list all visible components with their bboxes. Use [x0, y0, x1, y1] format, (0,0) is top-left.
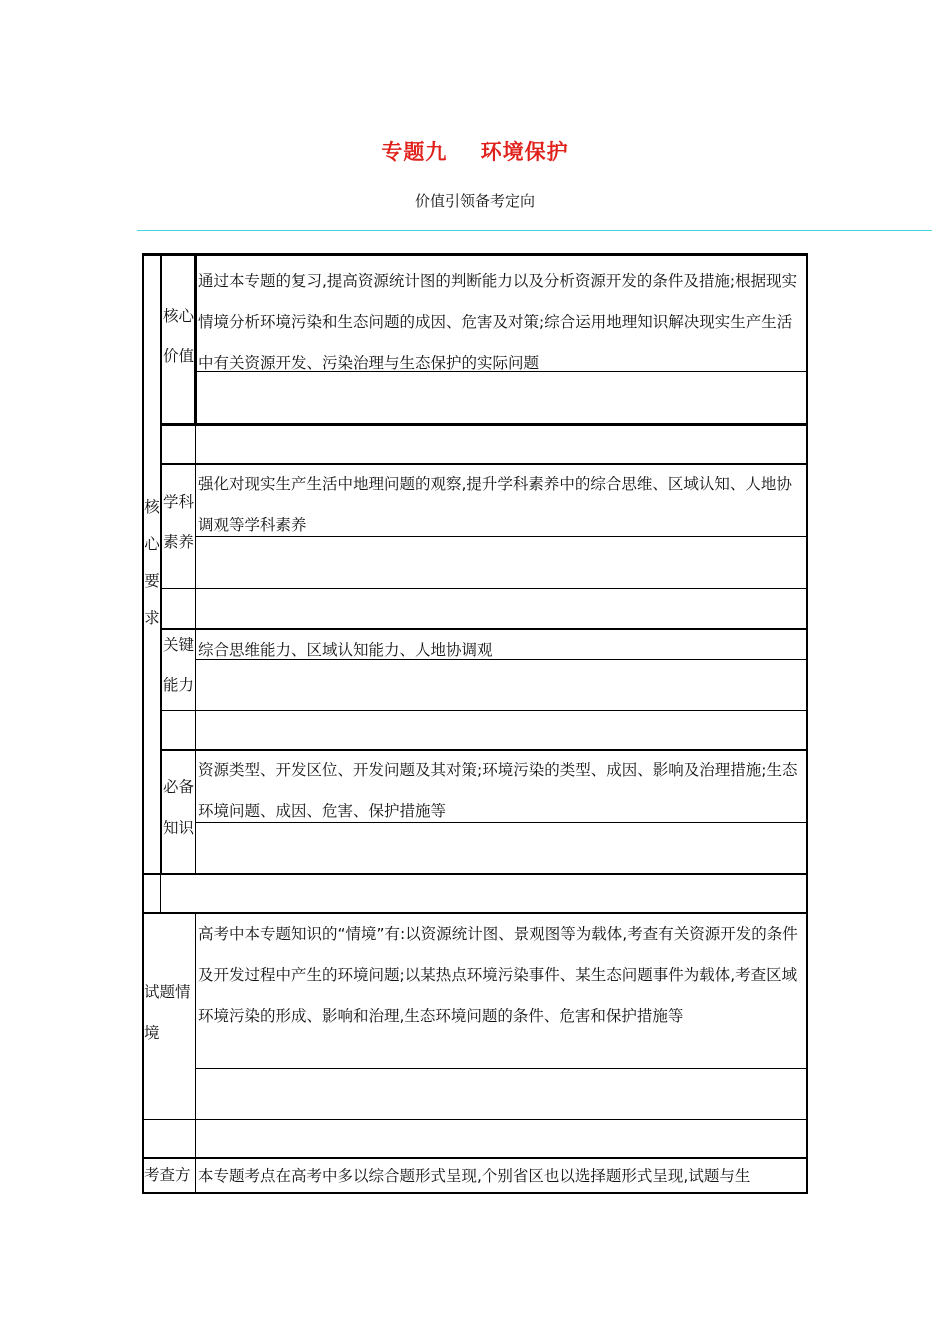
row-label-key-ability-line2: 能力 — [163, 676, 195, 694]
row-text-exam-context: 高考中本专题知识的“情境”有:以资源统计图、景观图等为载体,考查有关资源开发的条件及开发过程中产生的环境问题;以某热点环境污染事件、某生态问题事件为载体,考查区域环境污染的形成、影响和治理,生态环境问题的条件、危害和保护措施等 — [198, 925, 798, 1025]
header-divider — [137, 230, 932, 231]
row-text-essential-knowledge: 资源类型、开发区位、开发问题及其对策;环境污染的类型、成因、影响及治理措施;生态环境问题、成因、危害、保护措施等 — [198, 761, 798, 820]
row-label-exam-context-line2: 境 — [144, 1024, 160, 1042]
row-label-essential-knowledge-line1: 必备 — [163, 778, 195, 796]
document-title: 专题九 环境保护 — [381, 140, 569, 164]
row-label-exam-form: 考查方 — [144, 1166, 191, 1184]
row-label-subject-literacy-line1: 学科 — [163, 493, 195, 511]
group-label-core-requirements: 核 心 要 求 — [144, 498, 160, 627]
table-border-right — [806, 253, 808, 1194]
row-label-core-values-line1: 核心 — [163, 307, 195, 325]
row-label-subject-literacy-line2: 素养 — [163, 533, 195, 551]
table-border-top — [142, 253, 808, 256]
row-text-core-values: 通过本专题的复习,提高资源统计图的判断能力以及分析资源开发的条件及措施;根据现实情境分析环境污染和生态问题的成因、危害及对策;综合运用地理知识解决现实生产生活中有关资源开发、污染治理与生态保护的实际问题 — [198, 272, 798, 372]
row-label-core-values-line2: 价值 — [163, 347, 195, 365]
row-label-exam-context-line1: 试题情 — [144, 983, 191, 1001]
row-text-subject-literacy: 强化对现实生产生活中地理问题的观察,提升学科素养中的综合思维、区域认知、人地协调观等学科素养 — [198, 475, 792, 534]
row-text-exam-form: 本专题考点在高考中多以综合题形式呈现,个别省区也以选择题形式呈现,试题与生 — [198, 1167, 751, 1185]
document-subtitle: 价值引领备考定向 — [414, 192, 535, 210]
row-label-key-ability-line1: 关键 — [163, 636, 195, 654]
row-text-key-ability: 综合思维能力、区域认知能力、人地协调观 — [198, 641, 493, 659]
row-label-essential-knowledge-line2: 知识 — [163, 819, 195, 837]
